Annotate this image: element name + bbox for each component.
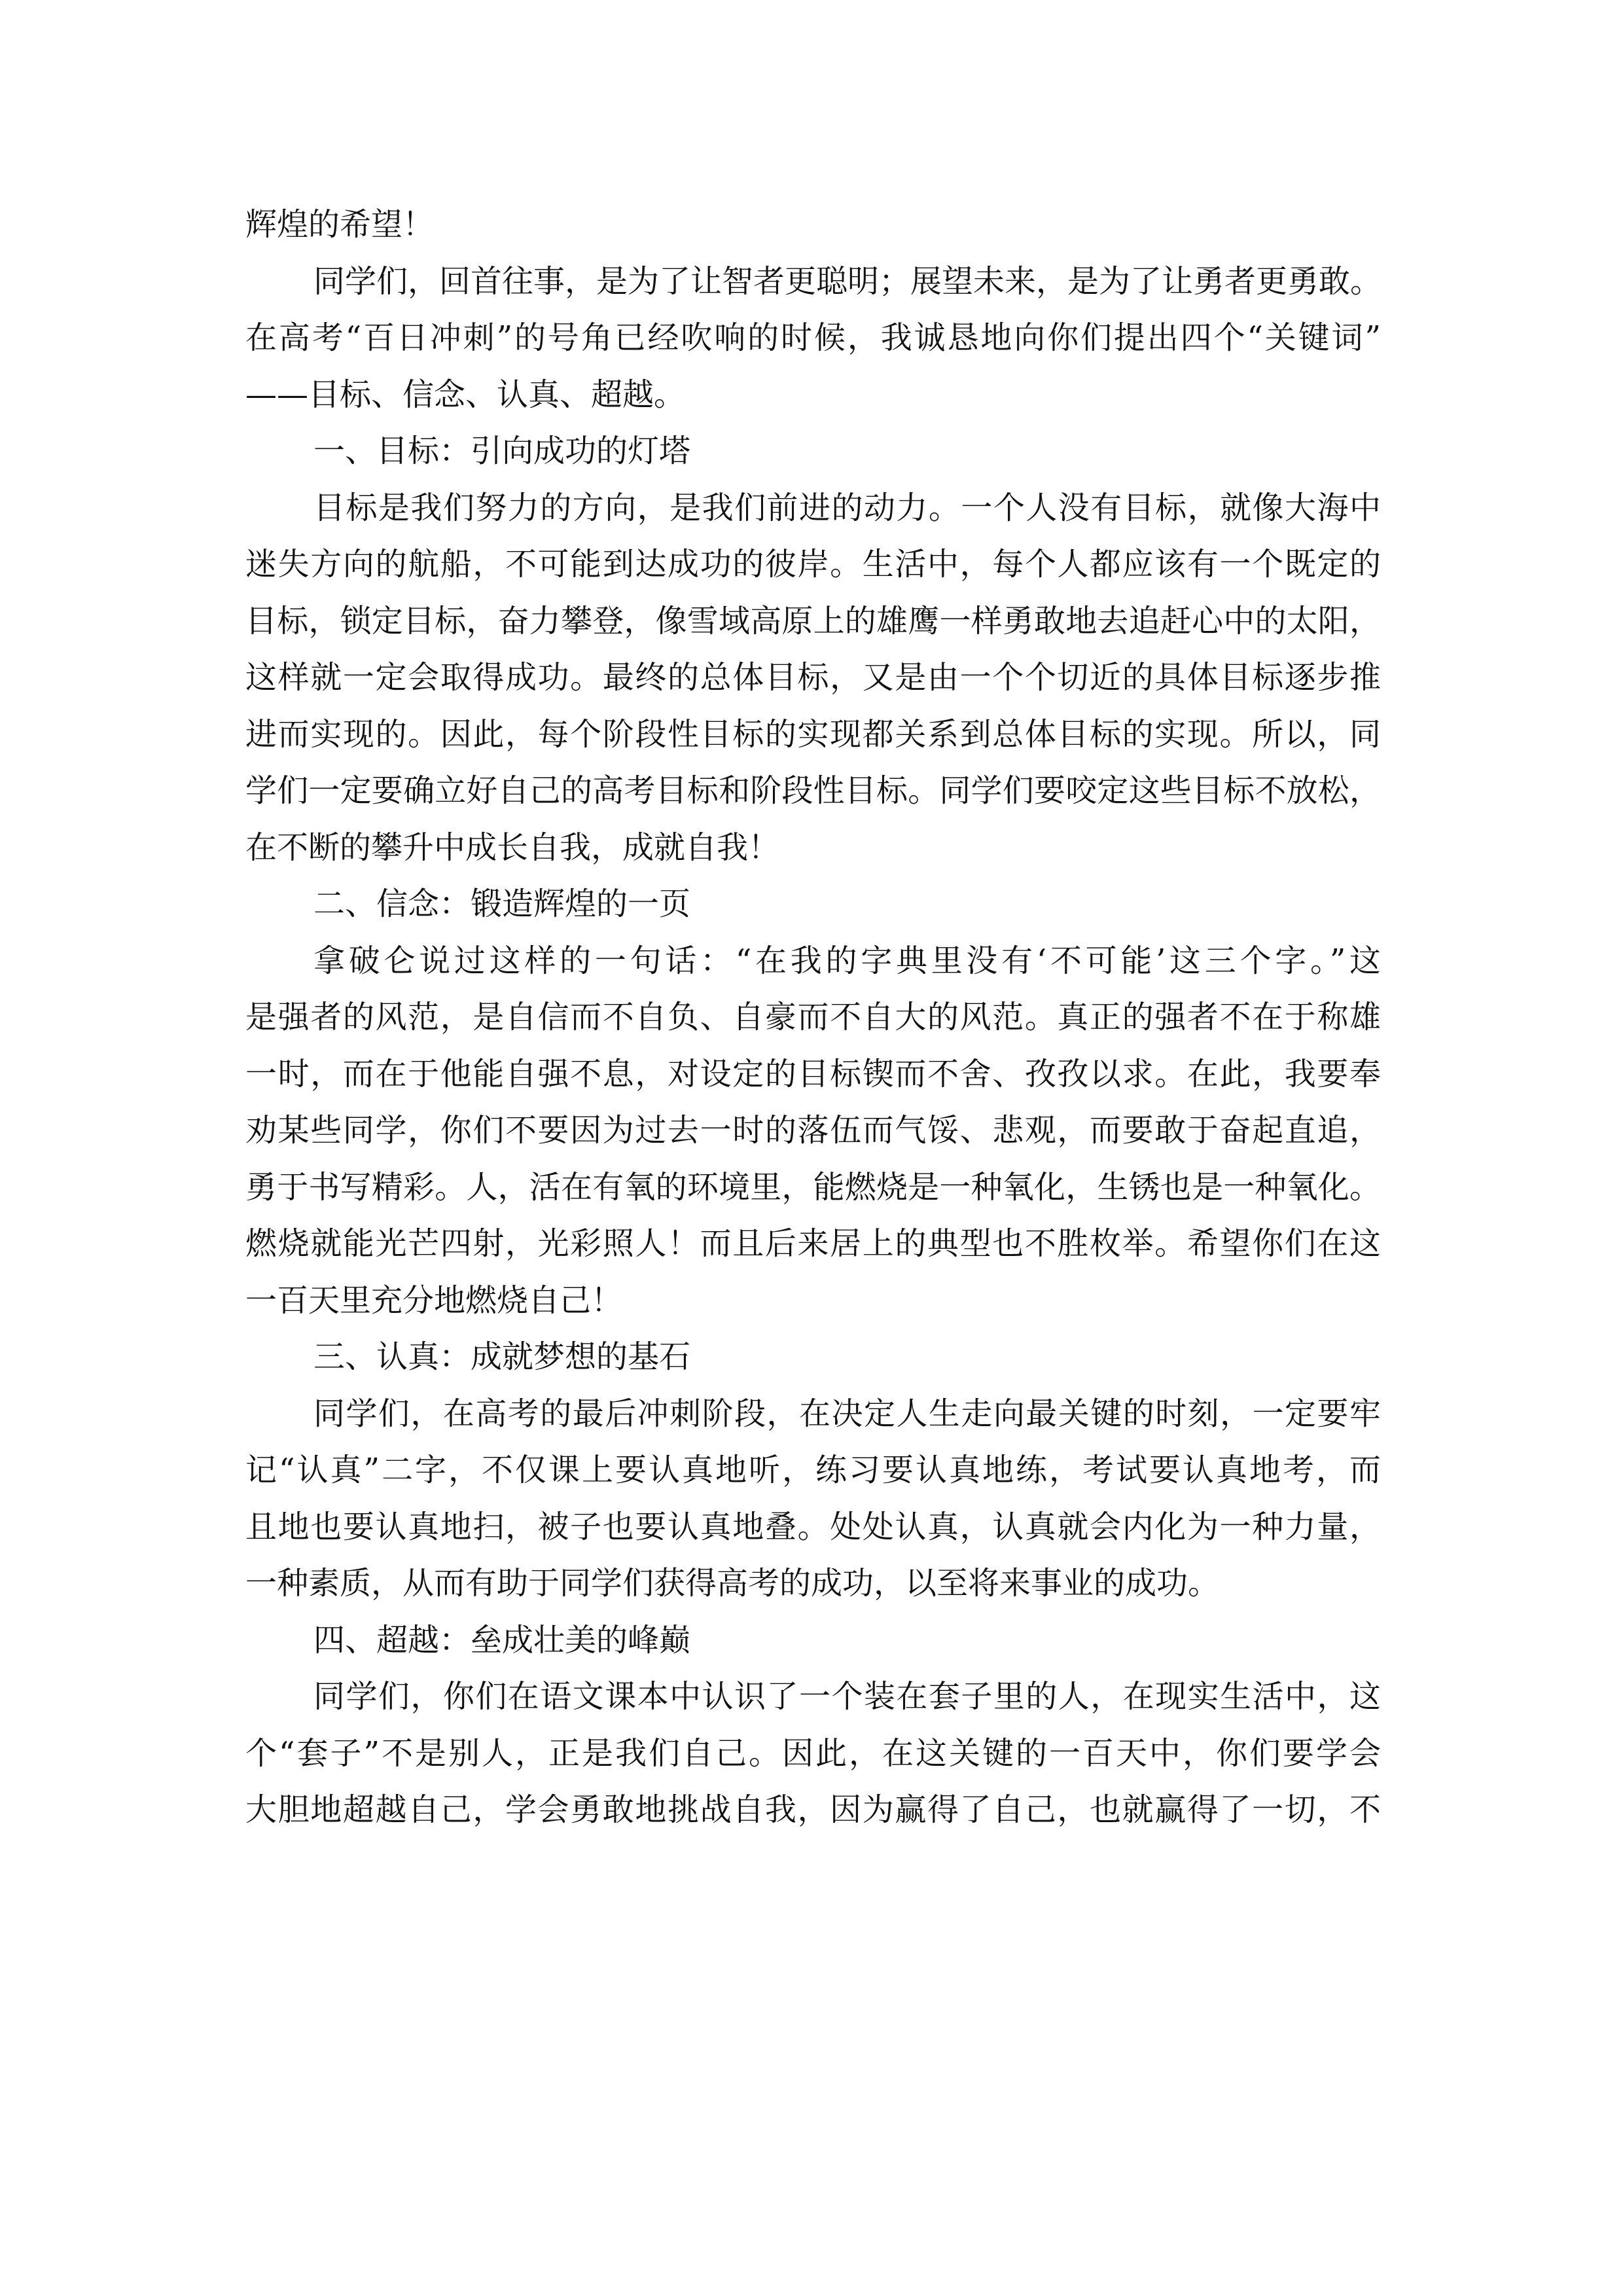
text-line: 勇于书写精彩。人，活在有氧的环境里，能燃烧是一种氧化，生锈也是一种氧化。 <box>245 1168 1381 1206</box>
text-line: 一时，而在于他能自强不息，对设定的目标锲而不舍、孜孜以求。在此，我要奉 <box>245 1055 1381 1092</box>
text-line: 一种素质，从而有助于同学们获得高考的成功，以至将来事业的成功。 <box>245 1565 1220 1602</box>
section-heading: 四、超越：垒成壮美的峰巅 <box>313 1621 691 1659</box>
text-line: 目标是我们努力的方向，是我们前进的动力。一个人没有目标，就像大海中 <box>313 489 1381 526</box>
text-line: 拿破仑说过这样的一句话：“在我的字典里没有‘不可能’这三个字。”这 <box>313 942 1381 979</box>
text-line: 且地也要认真地扫，被子也要认真地叠。处处认真，认真就会内化为一种力量， <box>245 1508 1381 1545</box>
text-line: 这样就一定会取得成功。最终的总体目标，又是由一个个切近的具体目标逐步推 <box>245 659 1381 696</box>
text-line: 一百天里充分地燃烧自己！ <box>245 1282 623 1319</box>
text-line: 同学们，回首往事，是为了让智者更聪明；展望未来，是为了让勇者更勇敢。 <box>313 262 1382 300</box>
text-line: 是强者的风范，是自信而不自负、自豪而不自大的风范。真正的强者不在于称雄 <box>245 999 1381 1035</box>
text-line: 同学们，你们在语文课本中认识了一个装在套子里的人，在现实生活中，这 <box>313 1678 1381 1715</box>
text-line: 目标，锁定目标，奋力攀登，像雪域高原上的雄鹰一样勇敢地去追赶心中的太阳， <box>245 602 1381 639</box>
text-line: ——目标、信念、认真、超越。 <box>245 376 686 413</box>
text-line: 在不断的攀升中成长自我，成就自我！ <box>245 829 780 866</box>
text-line: 进而实现的。因此，每个阶段性目标的实现都关系到总体目标的实现。所以，同 <box>245 715 1381 753</box>
section-heading: 二、信念：锻造辉煌的一页 <box>313 886 691 922</box>
text-line: 学们一定要确立好自己的高考目标和阶段性目标。同学们要咬定这些目标不放松， <box>245 772 1381 809</box>
text-line: 燃烧就能光芒四射，光彩照人！而且后来居上的典型也不胜枚举。希望你们在这 <box>245 1225 1381 1262</box>
text-line: 在高考“百日冲刺”的号角已经吹响的时候，我诚恳地向你们提出四个“关键词” <box>245 319 1381 356</box>
text-line: 记“认真”二字，不仅课上要认真地听，练习要认真地练，考试要认真地考，而 <box>245 1452 1381 1488</box>
text-line: 同学们，在高考的最后冲刺阶段，在决定人生走向最关键的时刻，一定要牢 <box>313 1395 1381 1432</box>
text-line: 劝某些同学，你们不要因为过去一时的落伍而气馁、悲观，而要敢于奋起直追， <box>245 1112 1381 1149</box>
text-line: 个“套子”不是别人，正是我们自己。因此，在这关键的一百天中，你们要学会 <box>245 1734 1381 1772</box>
section-heading: 三、认真：成就梦想的基石 <box>313 1338 691 1375</box>
text-line: 大胆地超越自己，学会勇敢地挑战自我，因为赢得了自己，也就赢得了一切，不 <box>245 1791 1381 1828</box>
text-line: 迷失方向的航船，不可能到达成功的彼岸。生活中，每个人都应该有一个既定的 <box>245 546 1381 583</box>
section-heading: 一、目标：引向成功的灯塔 <box>313 433 691 469</box>
text-line: 辉煌的希望！ <box>245 206 435 243</box>
document-body <box>245 196 1381 1839</box>
